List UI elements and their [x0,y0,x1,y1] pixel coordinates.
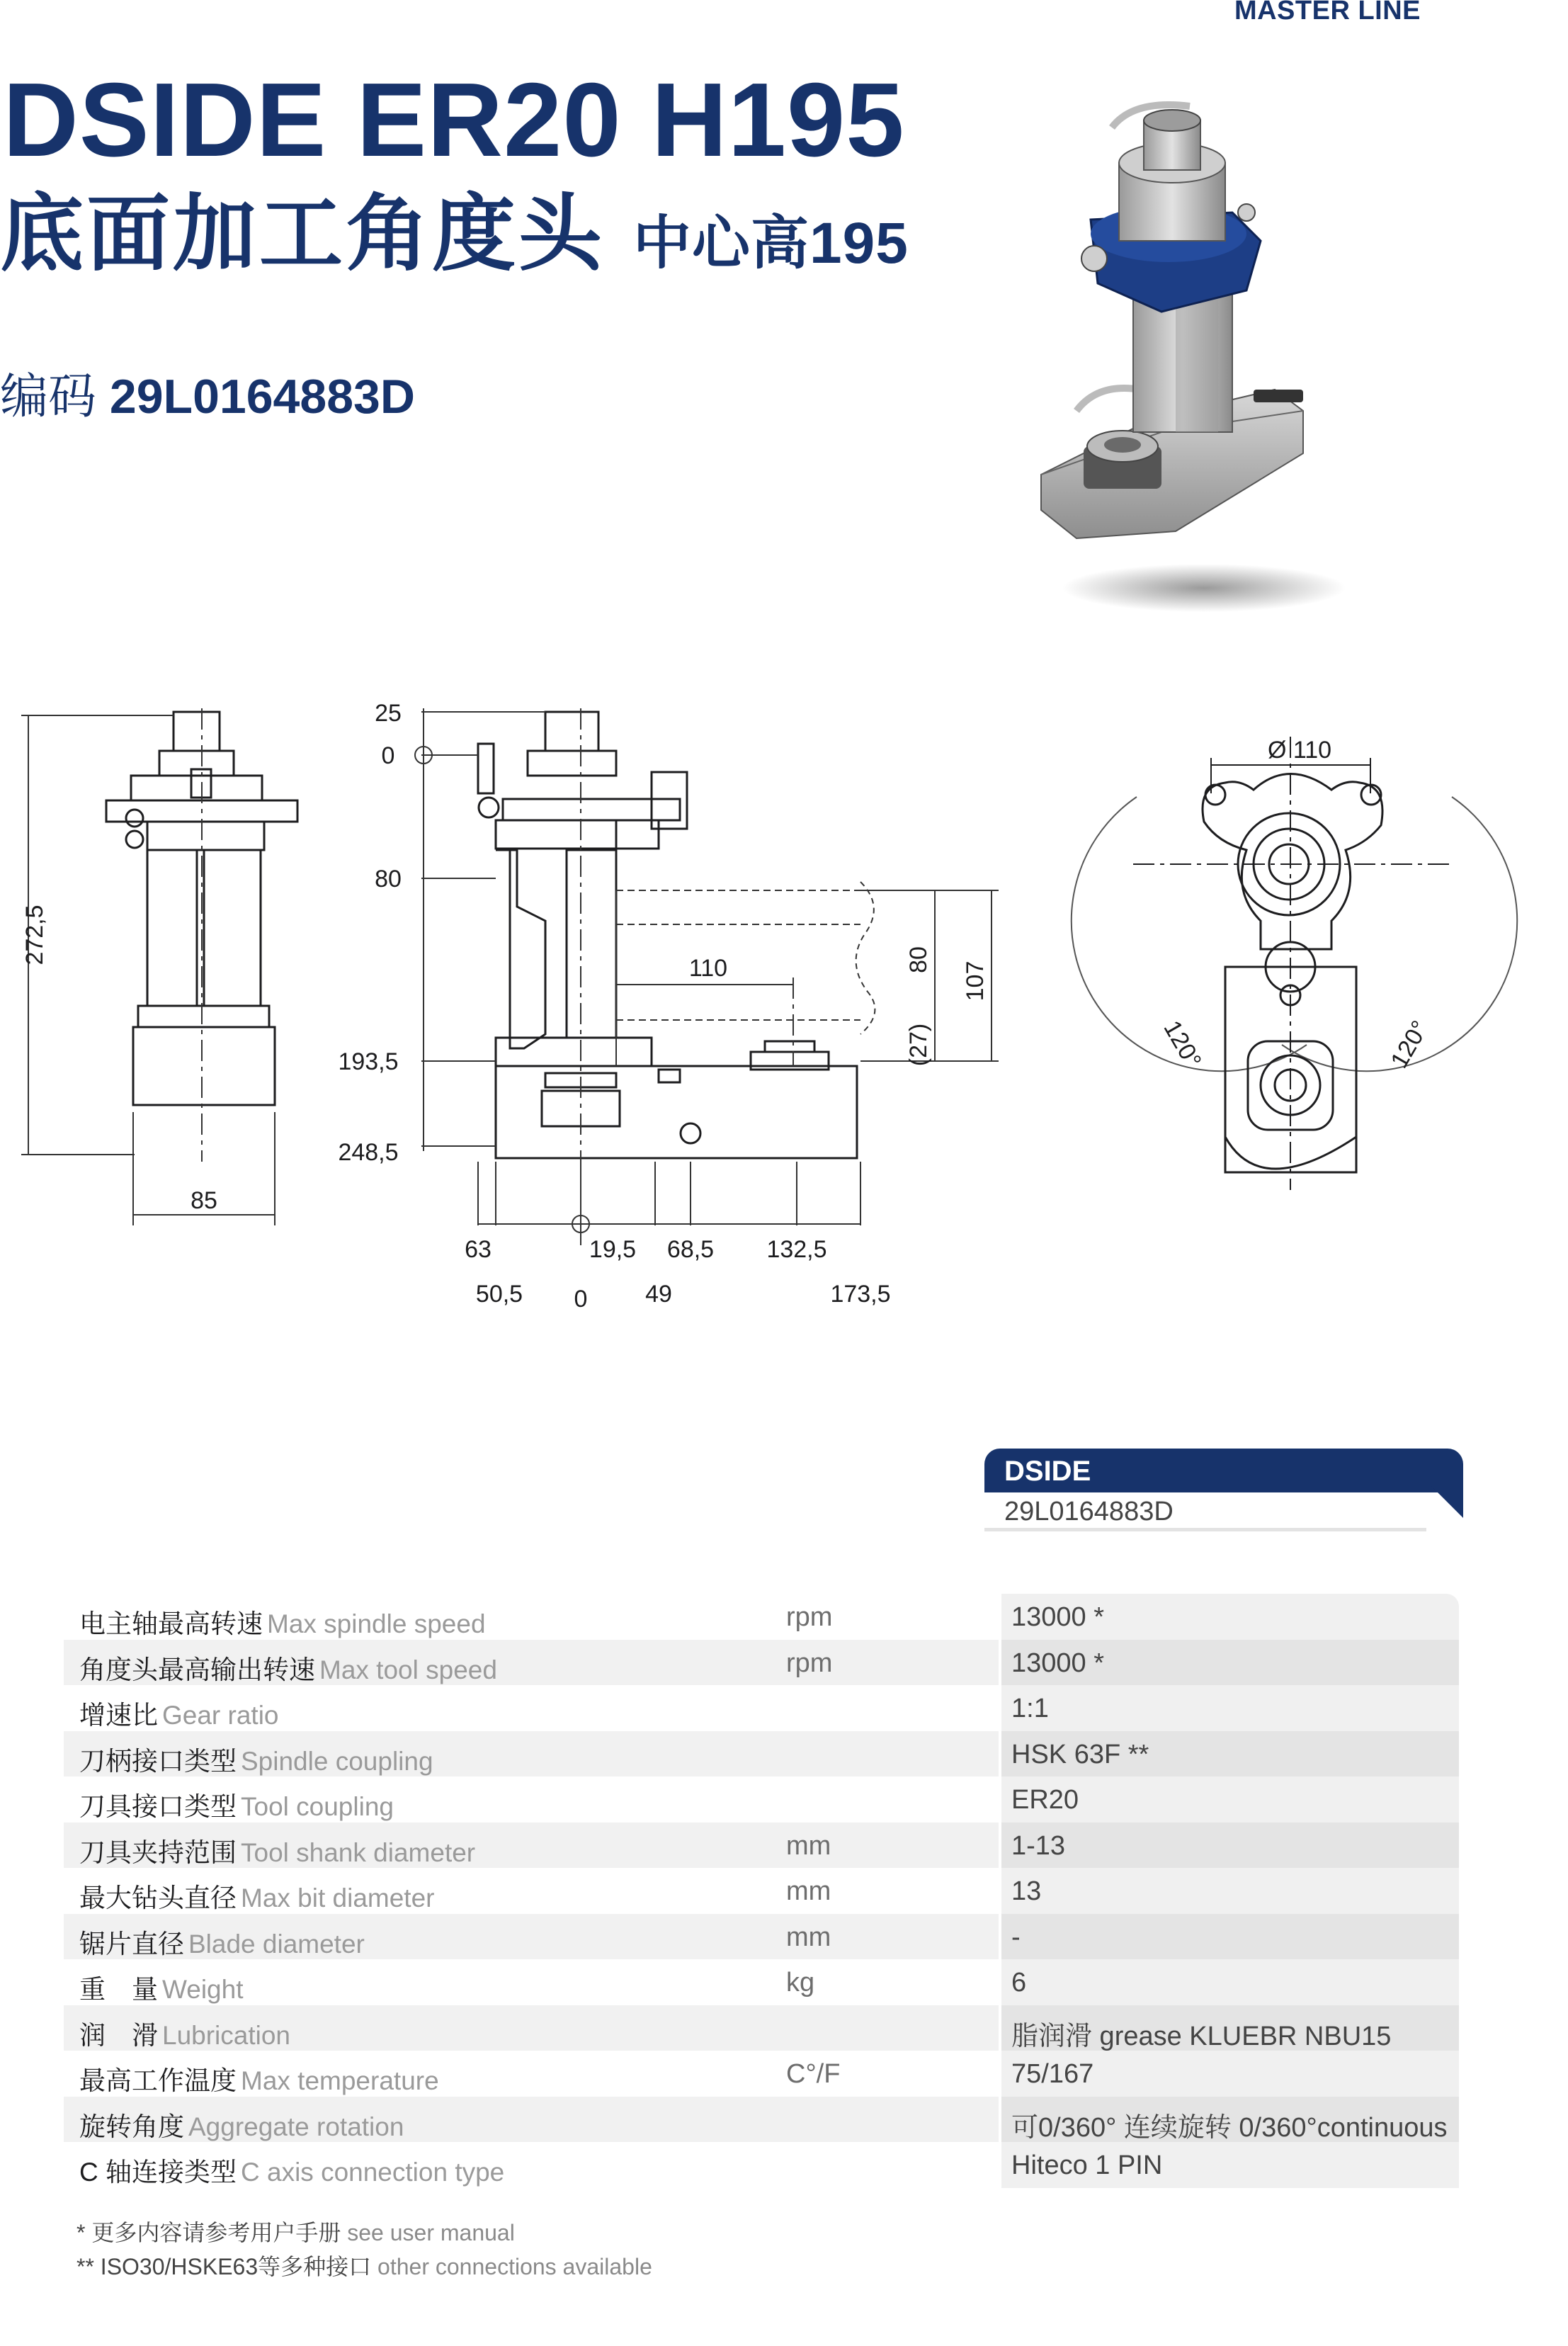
spec-label-zh: 润 滑 [79,2020,158,2050]
spec-label [79,1648,497,1687]
spec-label [79,1922,365,1961]
side-h-label-top-3: 132,5 [766,1236,827,1263]
product-code-label: 编码 [0,370,97,424]
spec-label-en: Blade diameter [188,1929,365,1959]
side-h-label-bottom-1: 0 [574,1286,588,1313]
spec-label-en: Spindle coupling [241,1746,433,1776]
spec-value: 脂润滑 grease KLUEBR NBU15 [1011,2021,1392,2051]
spec-label-zh: 增速比 [79,1701,158,1730]
spec-value-bg [1001,1959,1459,2005]
spec-label [79,2014,290,2052]
spec-label-en: Tool shank diameter [241,1837,476,1867]
spec-value: 13000 * [1011,1648,1105,1678]
spec-label-zh: C 轴连接类型 [79,2158,237,2187]
spec-value: ER20 [1011,1785,1079,1815]
spec-label-zh: 刀具夹持范围 [79,1837,237,1867]
side-right-dim-1: 107 [962,960,989,1002]
footnote [76,2250,652,2284]
side-reach-label: 110 [688,955,728,982]
side-right-dim-0: 80 [905,946,932,973]
spec-value: 13 [1011,1876,1042,1906]
front-width-label: 85 [191,1187,217,1214]
spec-label-zh: 最大钻头直径 [79,1883,237,1912]
product-render [977,78,1416,630]
spec-value-bg [1001,1823,1459,1869]
product-title-zh-main: 底面加工角度头 [0,188,606,281]
spec-row [64,1959,1459,2005]
product-code-value: 29L0164883D [109,370,415,424]
spec-row [64,1914,1459,1960]
side-v-label-3: 193,5 [338,1048,399,1075]
spec-label [79,1602,486,1640]
spec-row [64,2051,1459,2097]
spec-value-bg [1001,1868,1459,1914]
spec-label-zh: 锯片直径 [79,1929,184,1959]
spec-label-zh: 重 量 [79,1975,158,2004]
spec-label [79,1968,244,2006]
spec-label-zh: 角度头最高输出转速 [79,1655,315,1684]
footnotes [76,2216,652,2284]
spec-row [64,1731,1459,1777]
spec-row [64,1640,1459,1686]
spec-unit: rpm [786,1648,833,1678]
spec-label-en: Weight [162,1975,244,2004]
spec-label [79,1831,475,1869]
spec-unit: kg [786,1968,815,1998]
spec-label-en: Max bit diameter [241,1883,435,1912]
spec-label-zh: 刀具接口类型 [79,1792,237,1821]
spec-unit: C°/F [786,2059,841,2089]
brand-label: MASTER LINE [1234,0,1421,26]
spec-unit: mm [786,1876,831,1906]
product-title-zh-sub: 中心高195 [633,211,909,276]
side-h-label-bottom-3: 173,5 [830,1281,891,1308]
footnote-en: see user manual [347,2220,515,2245]
spec-label-zh: 最高工作温度 [79,2066,237,2095]
footnote-en: other connections available [377,2254,652,2279]
side-h-label-bottom-2: 49 [645,1281,672,1308]
spec-value: 6 [1011,1968,1027,1998]
spec-value: 1:1 [1011,1694,1049,1723]
model-badge [984,1449,1463,1531]
spec-label-en: Max spindle speed [267,1609,486,1638]
technical-drawing [0,638,1568,1360]
side-v-label-0: 25 [375,700,402,727]
spec-label-en: Aggregate rotation [188,2112,404,2141]
footnote-zh: ** ISO30/HSKE63等多种接口 [76,2254,372,2279]
spec-row [64,2005,1459,2051]
product-title-zh [0,188,909,281]
spec-row [64,1594,1459,1640]
spec-label [79,2105,404,2143]
spec-label [79,1785,394,1823]
spec-unit: mm [786,1830,831,1861]
side-h-label-top-0: 63 [465,1236,492,1263]
spec-label-en: Max temperature [241,2066,439,2095]
product-title: DSIDE ER20 H195 [3,62,905,178]
side-v-label-2: 80 [375,866,402,892]
spec-value: 可0/360° 连续旋转 0/360°continuous [1011,2112,1448,2143]
spec-row [64,1868,1459,1914]
spec-value: 1-13 [1011,1830,1066,1861]
spec-row [64,1823,1459,1869]
spec-label-en: Max tool speed [319,1655,497,1684]
spec-label-en: Tool coupling [241,1792,394,1821]
spec-label-zh: 旋转角度 [79,2112,184,2141]
spec-row [64,1685,1459,1731]
side-view [478,712,857,1158]
badge-code: 29L0164883D [1004,1497,1174,1526]
spec-value: 75/167 [1011,2059,1094,2089]
top-diameter-label: Ø 110 [1267,737,1332,764]
spec-label [79,2150,504,2189]
side-h-label-top-2: 68,5 [666,1236,715,1263]
side-right-dim-2: (27) [905,1023,932,1067]
spec-value: 13000 * [1011,1602,1105,1632]
spec-row [64,1776,1459,1823]
spec-label-zh: 刀柄接口类型 [79,1746,237,1776]
spec-label [79,1740,433,1778]
spec-label [79,1694,279,1732]
spec-label-en: Gear ratio [162,1701,279,1730]
spec-table [64,1594,1459,2188]
spec-value-bg [1001,1685,1459,1731]
spec-unit: rpm [786,1602,833,1632]
badge-label: DSIDE [1004,1456,1091,1487]
spec-value-bg [1001,1914,1459,1960]
front-height-label: 272,5 [21,905,48,965]
side-h-label-top-1: 19,5 [589,1236,637,1263]
spec-label-zh: 电主轴最高转速 [79,1609,263,1638]
spec-value: Hiteco 1 PIN [1011,2150,1163,2180]
top-view [1072,737,1517,1190]
badge-corner [1431,1485,1463,1518]
side-h-label-bottom-0: 50,5 [475,1281,523,1308]
spec-label-en: C axis connection type [241,2158,505,2187]
product-code [0,370,415,424]
spec-value: HSK 63F ** [1011,1739,1149,1769]
spec-label [79,1876,435,1915]
side-v-label-4: 248,5 [338,1139,399,1166]
spec-label-en: Lubrication [162,2020,291,2050]
spec-row [64,2142,1459,2188]
spec-label [79,2059,439,2097]
spec-unit: mm [786,1922,831,1952]
footnote-zh: * 更多内容请参考用户手册 [76,2220,341,2245]
spec-value: - [1011,1922,1021,1952]
side-v-label-1: 0 [381,742,395,769]
top-angle-left: 120° [1158,1016,1207,1073]
top-angle-right: 120° [1385,1016,1434,1073]
footnote [76,2216,652,2250]
spec-row [64,2097,1459,2143]
